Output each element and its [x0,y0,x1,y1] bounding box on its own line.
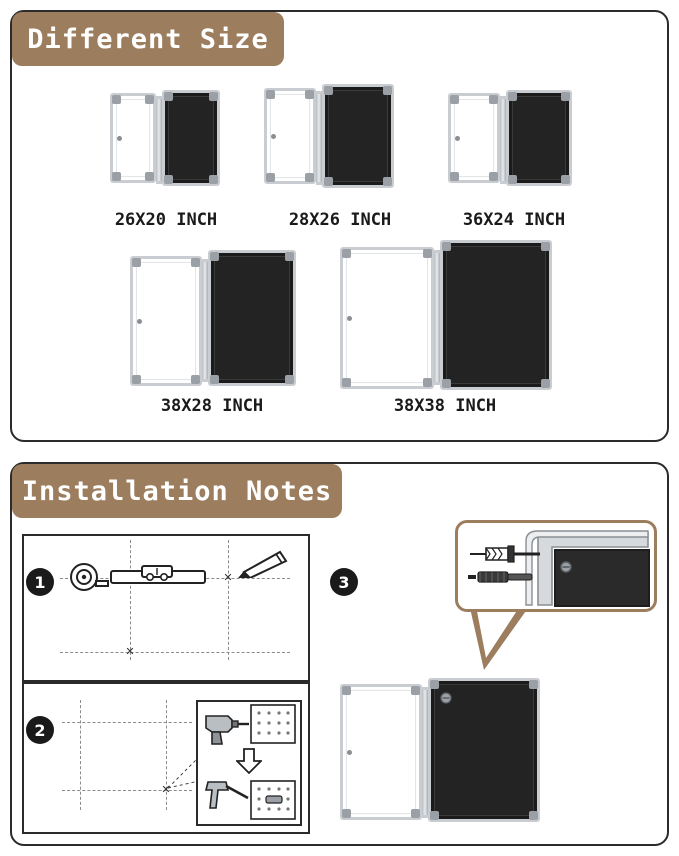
guide-line-horizontal [62,722,192,723]
size-label-38x28: 38X28 INCH [160,396,264,416]
pencil-icon [236,548,292,578]
screw-icon [468,543,542,565]
board-lock-icon [137,319,142,324]
board-felt-body [162,90,220,186]
step-badge-3: 3 [330,568,358,596]
corner-bracket-icon [209,92,218,101]
down-arrow-icon [236,748,262,774]
corner-bracket-icon [210,252,219,261]
board-lock-icon [117,136,122,141]
board-figure-28x26 [264,82,394,190]
corner-bracket-icon [489,95,498,104]
board-felt-body [506,90,572,186]
board-lock-icon [455,136,460,141]
corner-bracket-icon [324,177,333,186]
corner-bracket-icon [423,249,432,258]
hammer-icon [202,778,250,820]
section-title-installation-notes: Installation Notes [12,464,342,518]
board-figure-36x24 [448,88,572,188]
corner-bracket-icon [442,242,451,251]
corner-bracket-icon [423,378,432,387]
corner-bracket-icon [541,242,550,251]
board-lock-icon [347,750,352,755]
mark-x: ✕ [223,571,233,584]
corner-bracket-icon [112,172,121,181]
corner-bracket-icon [305,90,314,99]
corner-bracket-icon [541,379,550,388]
corner-bracket-icon [383,177,392,186]
size-label-28x26: 28X26 INCH [288,210,392,230]
board-figure-38x38 [340,238,552,392]
corner-bracket-icon [164,175,173,184]
board-door-panel [264,88,316,184]
corner-bracket-icon [411,686,420,695]
wall-plate-icon [250,704,296,744]
corner-bracket-icon [342,378,351,387]
size-label-36x24: 36X24 INCH [462,210,566,230]
corner-bracket-icon [285,252,294,261]
corner-bracket-icon [430,680,439,689]
board-lock-icon [347,316,352,321]
wall-anchor-icon [466,567,536,587]
mark-x: ✕ [125,645,135,658]
corner-bracket-icon [112,95,121,104]
board-figure-26x20 [110,88,220,188]
corner-bracket-icon [210,375,219,384]
corner-bracket-icon [145,95,154,104]
corner-bracket-icon [145,172,154,181]
spirit-level-icon [110,565,206,587]
corner-bracket-icon [342,809,351,818]
step-badge-2: 2 [26,716,54,744]
corner-bracket-icon [561,175,570,184]
board-felt-body [428,678,540,822]
corner-bracket-icon [324,86,333,95]
board-felt-body [440,240,552,390]
corner-bracket-icon [132,375,141,384]
board-door-panel [340,247,434,389]
corner-bracket-icon [508,175,517,184]
corner-bracket-icon [266,90,275,99]
board-felt-body [322,84,394,188]
corner-bracket-icon [450,95,459,104]
corner-bracket-icon [529,811,538,820]
size-label-38x38: 38X38 INCH [393,396,497,416]
corner-bracket-icon [164,92,173,101]
size-label-26x20: 26X20 INCH [114,210,218,230]
corner-bracket-icon [508,92,517,101]
corner-bracket-icon [191,375,200,384]
corner-bracket-icon [489,172,498,181]
board-lock-icon [271,134,276,139]
corner-bracket-icon [132,258,141,267]
corner-bracket-icon [266,173,275,182]
corner-bracket-icon [342,249,351,258]
board-door-panel [110,93,156,183]
wall-plate-icon [250,780,296,820]
corner-bracket-icon [305,173,314,182]
corner-bracket-icon [285,375,294,384]
corner-bracket-icon [529,680,538,689]
corner-bracket-icon [450,172,459,181]
step-badge-1: 1 [26,568,54,596]
mounted-screw-icon [439,691,453,705]
corner-bracket-icon [209,175,218,184]
board-door-panel [130,256,202,386]
section-title-different-size: Different Size [12,12,284,66]
guide-line-vertical [228,540,229,660]
corner-bracket-icon [191,258,200,267]
board-figure-38x28 [130,248,296,388]
callout-bubble-corner-detail [455,520,657,612]
board-felt-body [208,250,296,386]
corner-bracket-icon [383,86,392,95]
tape-measure-icon [68,560,110,594]
corner-bracket-icon [430,811,439,820]
guide-line-vertical [130,540,131,660]
board-figure-installed [340,676,540,824]
guide-line-horizontal [60,652,290,653]
drill-icon [202,706,250,746]
board-corner-icon [520,527,656,609]
callout-tail-inner [476,606,520,658]
corner-bracket-icon [411,809,420,818]
board-door-panel [340,684,422,820]
corner-bracket-icon [342,686,351,695]
corner-bracket-icon [561,92,570,101]
corner-bracket-icon [442,379,451,388]
guide-line-vertical [80,700,81,810]
mark-x: ✕ [161,783,171,796]
board-door-panel [448,93,500,183]
